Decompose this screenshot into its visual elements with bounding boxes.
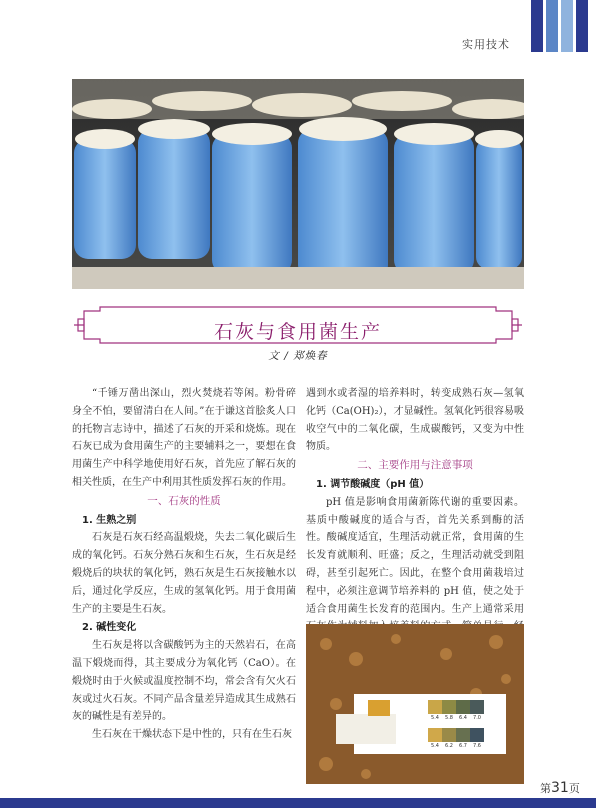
paragraph: 生石灰是将以含碳酸钙为主的天然岩石，在高温下煅烧而得，其主要成分为氧化钙（CaO）。在煅烧时由于火候或温度控制不均，常会含有欠火石灰或过火石灰。不同产品含量差异造成其生成熟石灰的碱性是有差异的。 [72, 640, 296, 723]
ph-label: 6.2 [445, 743, 453, 749]
paragraph: 生石灰在干燥状态下是中性的，只有在生石灰 [92, 729, 292, 741]
stripe [576, 0, 588, 52]
ph-label: 6.7 [459, 743, 467, 749]
footer-bar [0, 798, 596, 808]
page-number-value: 31 [551, 780, 569, 796]
subsection-heading: 1. 生熟之别 [82, 514, 137, 526]
page-number [540, 780, 580, 796]
stripe [546, 0, 558, 52]
ph-label: 5.4 [431, 743, 439, 749]
paragraph: 石灰是石灰石经高温煅烧，失去二氧化碳后生成的氧化钙。石灰分熟石灰和生石灰，生石灰是经煅烧后的块状的氧化钙，熟石灰是生石灰接触水以后，通过化学反应，生成的氢氧化钙。用于食用菌生产的主要是生石灰。 [72, 532, 296, 615]
header-stripes [531, 0, 588, 52]
ph-test-photo [306, 624, 524, 784]
ph-label: 5.4 [431, 715, 439, 721]
subsection-heading: 2. 碱性变化 [82, 622, 137, 634]
ph-label: 7.0 [473, 715, 481, 721]
hero-photo [72, 79, 524, 289]
subsection-heading: 1. 调节酸碱度（pH 值） [316, 478, 430, 490]
section-label: 实用技术 [462, 38, 510, 51]
ph-label: 6.4 [459, 715, 467, 721]
ph-label: 5.8 [445, 715, 453, 721]
paragraph: pH 值是影响食用菌新陈代谢的重要因素。基质中酸碱度的适合与否，首先关系到酶的活性。酸碱度适宜，生理活动就正常，食用菌的生长发育就顺利、旺盛；反之，生理活动就受到阻碍，甚至引起死亡。因此，在整个食用菌栽培过程中，必须注意调节培养料的 pH 值，使之处于适合食用菌生长发育的范围内。生产上通常采用 [306, 496, 524, 615]
page-prefix: 第 [540, 782, 551, 795]
ph-label: 7.6 [473, 743, 481, 749]
section-heading: 二、主要作用与注意事项 [357, 459, 473, 472]
article-title: 石灰与食用菌生产 [213, 321, 382, 343]
paragraph: “千锤万凿出深山，烈火焚烧若等闲。粉骨碎身全不怕，要留清白在人间。”在于谦这首脍炙人口的托物言志诗中，描述了石灰的开采和烧炼。现在石灰已成为食用菌生产的主要辅料之一，要想在食用菌生产中科学地使用好石灰，首先应了解石灰的相关性质，在生产中利用其性质发挥石灰的作用。 [72, 388, 296, 488]
author-line: 文 / 郑焕春 [268, 350, 328, 362]
section-heading: 一、石灰的性质 [147, 494, 221, 507]
right-column [306, 385, 524, 654]
title-frame [72, 305, 524, 345]
left-column [72, 385, 296, 744]
stripe [561, 0, 573, 52]
page-suffix: 页 [568, 782, 580, 795]
stripe [531, 0, 543, 52]
paragraph: 遇到水或者湿的培养料时，转变成熟石灰—氢氧化钙（Ca(OH)₂），才显碱性。氢氧化钙很容易吸收空气中的二氧化碳，生成碳酸钙，又变为中性物质。 [306, 388, 524, 453]
